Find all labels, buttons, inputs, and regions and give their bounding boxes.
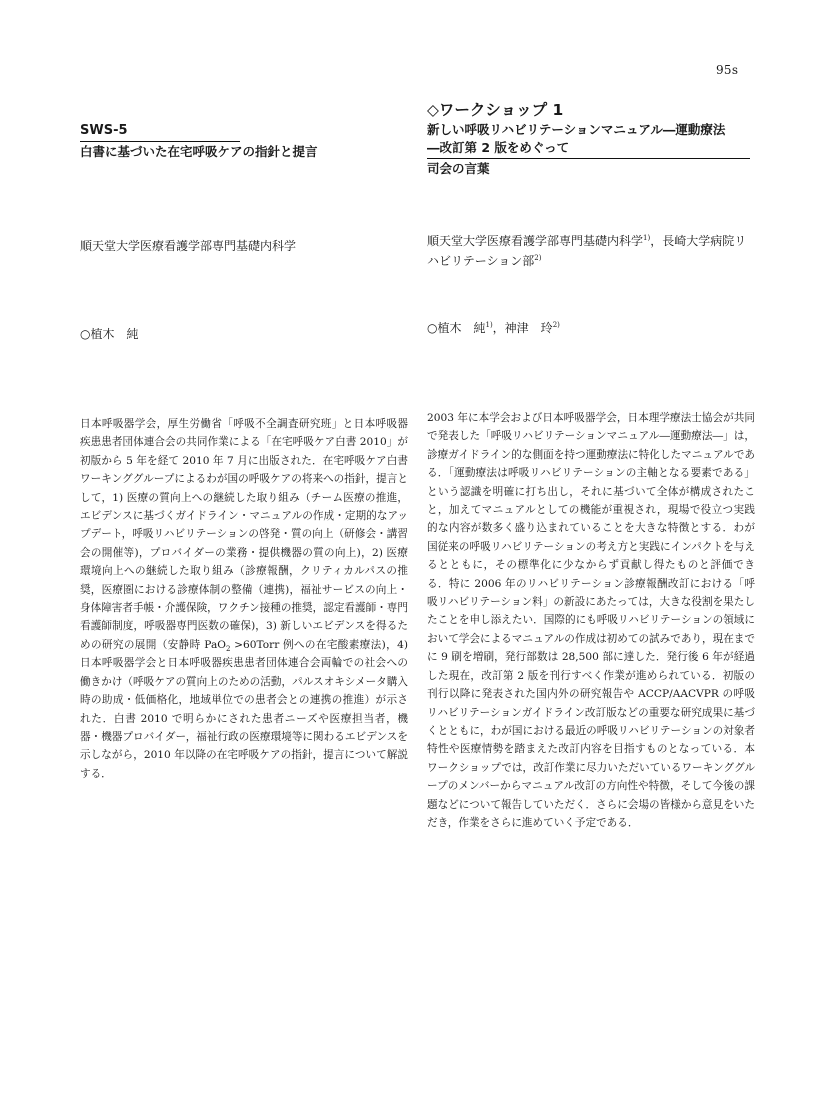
affiliation: [427, 231, 755, 271]
author: ○植木 純: [80, 327, 139, 341]
page-number: 95s: [716, 63, 739, 77]
abstract-title: 白書に基づいた在宅呼吸ケアの指針と提言: [80, 144, 318, 159]
abstract-workshop1: [427, 0, 755, 832]
author-1-mark: 1): [485, 321, 493, 329]
affiliation-1: 順天堂大学医療看護学部専門基礎内科学: [427, 234, 644, 248]
pao2-subscript: 2: [225, 644, 231, 653]
author-1: ○植木 純: [427, 321, 486, 335]
author-2-mark: 2): [552, 321, 560, 329]
abstract-body: 2003 年に本学会および日本呼吸器学会，日本理学療法士協会が共同で発表した「呼吸リハビリテーションマニュアル―運動療法―」は，診療ガイドライン的な側面を持つ運動療法に特化したマニュアルである．「運動療法は呼吸リハビリテーションの主軸となる要素である」という認識を明確に打ち出し，それに基づいて全体が構成されたこと，加えてマニュアルとしての機能が重視され，現場で役立つ実践的な内容が数多く盛り込まれていることを大きな特徴とする．わが国従来の呼吸リハビリテーションの考え方と実践にインパクトを与えるとともに，その標準化に少なからず貢献し得たものと評価できる．特に 2006 年のリハビリテーション診療報酬改訂における「呼吸リハビリテーション料」の新設にあたっては，大きな役割を果たしたことを申し添えたい．国際的にも呼吸リハビリテーションの領域において学会によるマニュアルの作成は初めての試みであり，現在までに 9 刷を増刷，発行部数は 28,500 部に達した．発行後 6 年が経過した現在，改訂第 2 版を刊行すべく作業が進められている．初版の刊行以降に発表された国内外の研究報告や ACCP/AACVPR の呼吸リハビリテーションガイドライン改訂版などの重要な研究成果に基づくとともに，わが国における最近の呼吸リハビリテーションの対象者特性や医療情勢を踏まえた改訂内容を目指すものとなっている．本ワークショップでは，改訂作業に尽力いただいているワーキンググループのメンバーからマニュアル改訂の方向性や特徴，そして今後の課題などについて報告していただく．さらに会場の皆様から意見をいただき，作業をさらに進めていく予定である．: [427, 412, 755, 829]
title-rule: [427, 158, 750, 159]
abstract-sws5: [80, 0, 408, 783]
affiliation: 順天堂大学医療看護学部専門基礎内科学: [80, 239, 297, 253]
affiliation-1-mark: 1): [643, 234, 651, 242]
abstract-body-part1: 日本呼吸器学会，厚生労働省「呼吸不全調査研究班」と日本呼吸器疾患患者団体連合会の共同作業による「在宅呼吸ケア白書 2010」が初版から 5 年を経て 2010 年 7 月に出版された．在宅呼吸ケア白書ワーキンググループによるわが国の呼吸ケアの将来への指針，提言として，1) 医療の質向上への継続した取り組み（チーム医療の推進，エビデンスに基づくガイドライン・マニュアルの作成・定期的なアップデート，呼吸リハビリテーションの啓発・質の向上（研修会・講習会の開催等)，プロバイダーの業務・提供機器の質の向上)，2) 医療環境向上への継続した取り組み（診療報酬，クリティカルパスの推奨，医療圏における診療体制の整備（連携)，福祉サービスの向上・身体障害者手帳・介護保険，ワクチン接種の推奨，認定看護師・専門看護師制度，呼吸器専門医数の確保)，3) 新しいエビデンスを得るための研究の展開（安静時 PaO: [80, 418, 408, 651]
author-2: ，神津 玲: [492, 321, 553, 335]
workshop-subtitle: 司会の言葉: [427, 161, 490, 176]
session-code: SWS-5: [80, 123, 128, 138]
heading-rule: [80, 141, 240, 142]
abstract-body: [80, 415, 408, 783]
workshop-label: ◇ワークショップ 1: [427, 101, 564, 119]
authors: [427, 320, 755, 336]
workshop-title-line2: ―改訂第 2 版をめぐって: [427, 140, 570, 155]
abstract-body-part2: >60Torr 例への在宅酸素療法)，4) 日本呼吸器学会と日本呼吸器疾患患者団体連合会両輪での社会への働きかけ（呼吸ケアの質向上のための活動，パルスオキシメータ購入時の助成・低価格化，地域単位での患者会との連携の推進）が示された．白書 2010 で明らかにされた患者ニーズや医療担当者，機器・機器プロバイダー，福祉行政の医療環境等に関わるエビデンスを示しながら，2010 年以降の在宅呼吸ケアの指針，提言について解説する．: [80, 638, 408, 780]
affiliation-2-mark: 2): [534, 254, 542, 262]
workshop-title-line1: 新しい呼吸リハビリテーションマニュアル―運動療法: [427, 122, 726, 137]
affiliation-2: ，長崎大学病院リハビリテーション部: [427, 234, 747, 268]
